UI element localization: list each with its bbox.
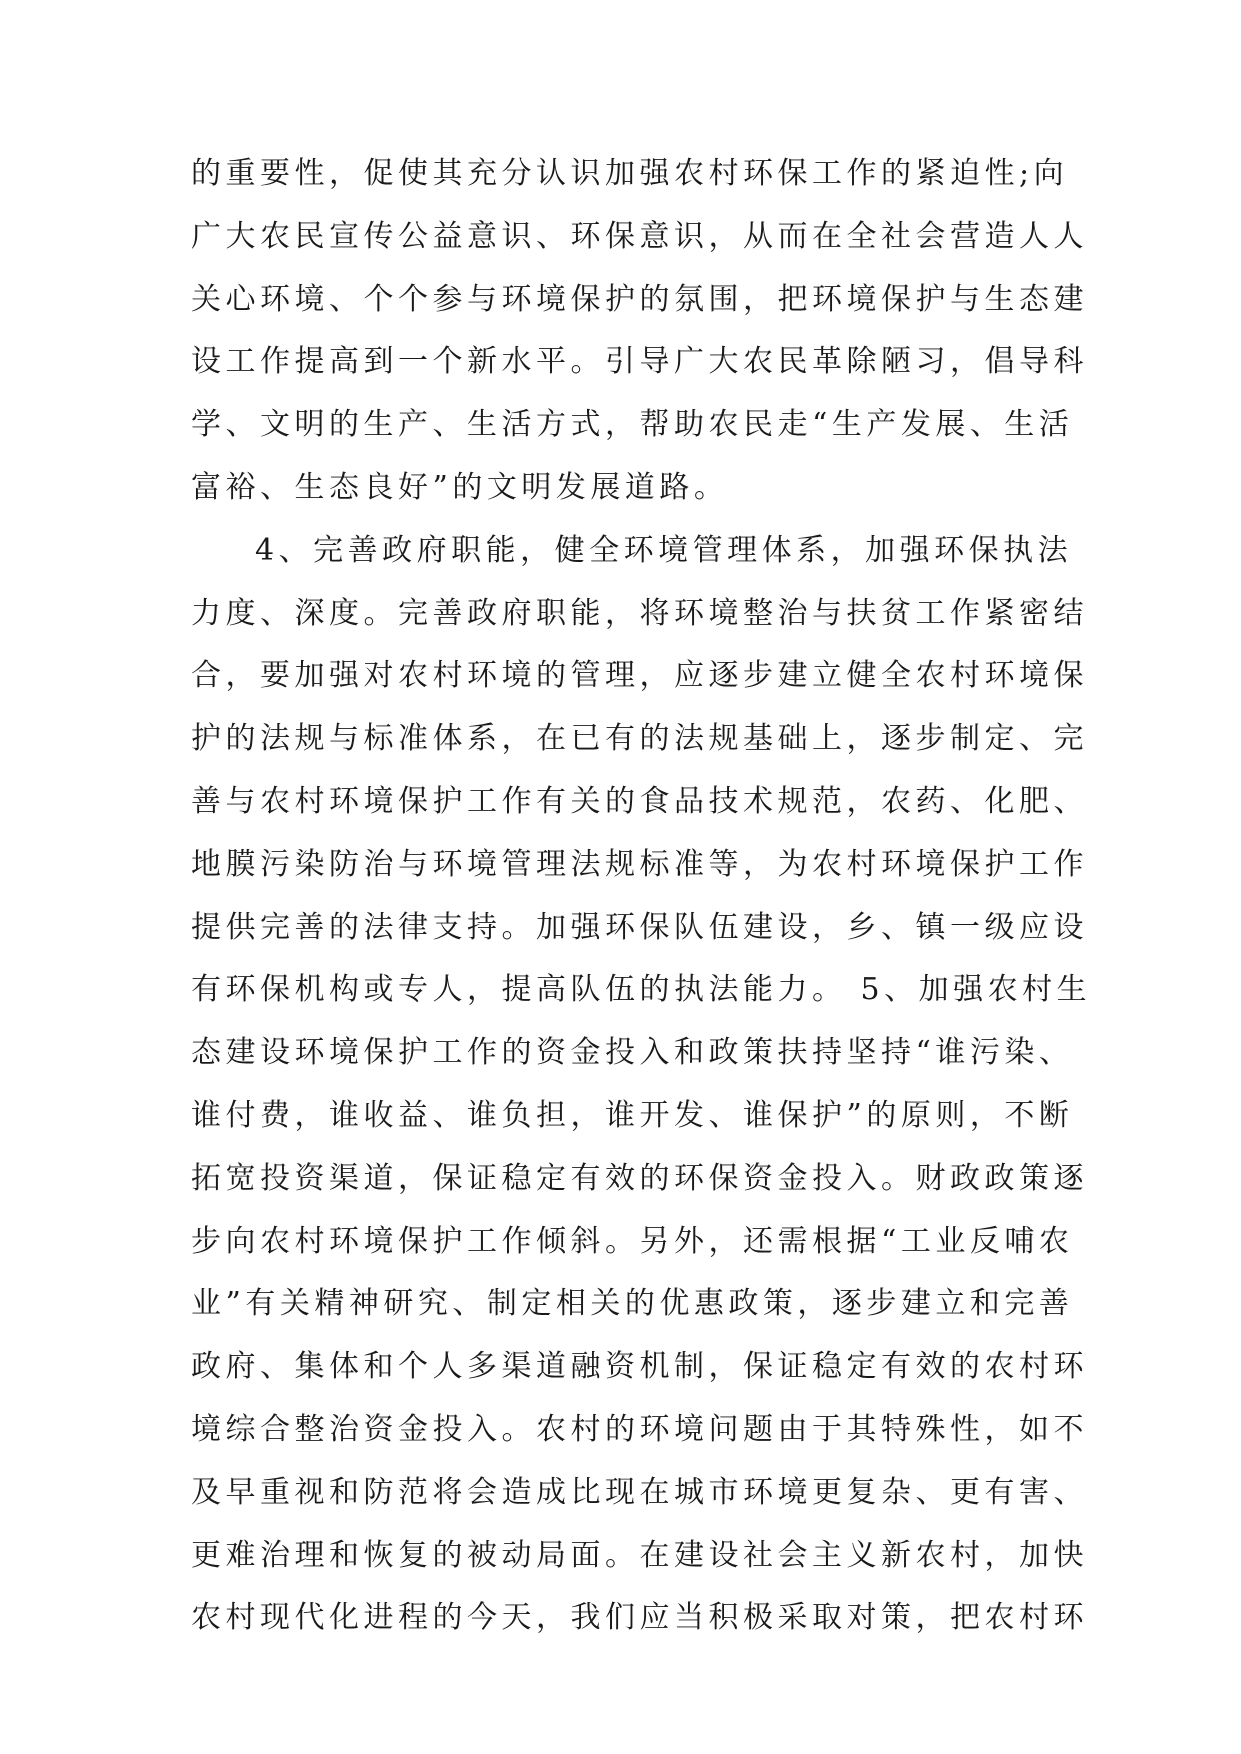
text-line: 提供完善的法律支持。加强环保队伍建设，乡、镇一级应设 <box>191 909 1088 945</box>
text-line: 广大农民宣传公益意识、环保意识，从而在全社会营造人人 <box>191 218 1088 254</box>
text-line: 及早重视和防范将会造成比现在城市环境更复杂、更有害、 <box>191 1474 1088 1510</box>
text-line: 业”有关精神研究、制定相关的优惠政策，逐步建立和完善 <box>191 1286 1074 1322</box>
text-line: 学、文明的生产、生活方式，帮助农民走“生产发展、生活 <box>191 407 1074 443</box>
text-line: 的重要性，促使其充分认识加强农村环保工作的紧迫性;向 <box>191 156 1069 191</box>
text-line: 境综合整治资金投入。农村的环境问题由于其特殊性，如不 <box>191 1411 1088 1447</box>
text-line: 步向农村环境保护工作倾斜。另外，还需根据“工业反哺农 <box>191 1223 1074 1259</box>
text-line: 拓宽投资渠道，保证稳定有效的环保资金投入。财政政策逐 <box>191 1160 1088 1196</box>
text-line: 力度、深度。完善政府职能，将环境整治与扶贫工作紧密结 <box>191 595 1088 631</box>
text-line: 富裕、生态良好”的文明发展道路。 <box>191 469 729 505</box>
text-line: 善与农村环境保护工作有关的食品技术规范，农药、化肥、 <box>191 783 1088 819</box>
paragraph-first-line: 4、完善政府职能，健全环境管理体系，加强环保执法 <box>255 532 1073 568</box>
text-line: 政府、集体和个人多渠道融资机制，保证稳定有效的农村环 <box>191 1349 1088 1385</box>
text-line: 护的法规与标准体系，在已有的法规基础上，逐步制定、完 <box>191 721 1088 757</box>
text-line: 有环保机构或专人，提高队伍的执法能力。 5、加强农村生 <box>191 972 1092 1008</box>
text-line: 关心环境、个个参与环境保护的氛围，把环境保护与生态建 <box>191 281 1088 317</box>
text-line: 设工作提高到一个新水平。引导广大农民革除陋习，倡导科 <box>191 344 1088 380</box>
text-line: 谁付费，谁收益、谁负担，谁开发、谁保护”的原则，不断 <box>191 1097 1074 1133</box>
body-text <box>191 156 1092 1664</box>
text-line: 合，要加强对农村环境的管理，应逐步建立健全农村环境保 <box>191 658 1088 694</box>
text-line: 态建设环境保护工作的资金投入和政策扶持坚持“谁污染、 <box>191 1035 1074 1071</box>
text-line: 地膜污染防治与环境管理法规标准等，为农村环境保护工作 <box>191 846 1088 882</box>
text-line: 农村现代化进程的今天，我们应当积极采取对策，把农村环 <box>191 1600 1088 1636</box>
text-line: 更难治理和恢复的被动局面。在建设社会主义新农村，加快 <box>191 1537 1088 1573</box>
